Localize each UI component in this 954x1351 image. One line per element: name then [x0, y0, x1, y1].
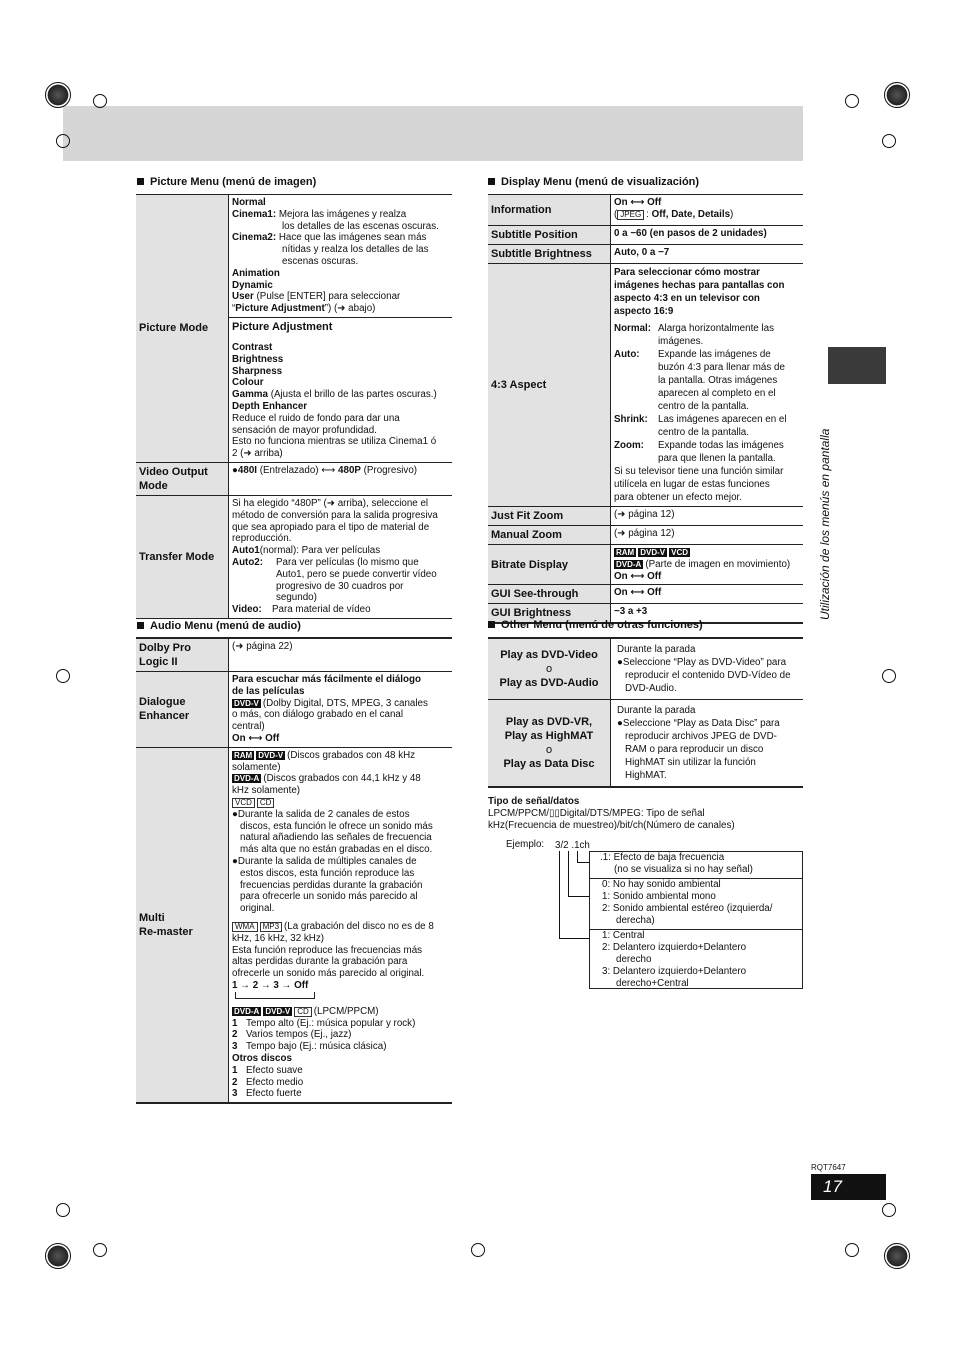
table-row [136, 747, 452, 1103]
crosshair-icon [93, 94, 107, 108]
crosshair-icon [56, 134, 70, 148]
document-code: RQT7647 [811, 1163, 846, 1172]
dolby-value: (➜ página 22) [229, 638, 453, 672]
bullet-square-icon [488, 621, 495, 628]
table-row [488, 638, 803, 700]
jpeg-badge: JPEG [617, 210, 644, 220]
front-legend: 1: Central 2: Delantero izquierdo+Delantero derecho 3: Delantero izquierdo+Delantero derecho+Central [602, 930, 747, 989]
example-code: 3/2 .1ch [555, 840, 590, 851]
crosshair-icon [845, 94, 859, 108]
registration-mark-icon [884, 1243, 910, 1269]
dvd-v-badge: DVD-V [234, 698, 259, 708]
registration-mark-icon [45, 1243, 71, 1269]
crosshair-icon [882, 1203, 896, 1217]
connector-line [568, 851, 569, 897]
picture-menu-heading: Picture Menu (menú de imagen) [137, 177, 316, 189]
example-label: Ejemplo: [506, 839, 545, 850]
play-as-data-disc-value: Durante la parada ●Seleccione “Play as Data Disc” para reproducir archivos JPEG de DVD- RAM o para reproducir un disco HighMAT sin utilizar la función HighMAT. [611, 700, 804, 788]
bitrate-display-label: Bitrate Display [488, 545, 611, 585]
dvd-a-badge: DVD-A [234, 774, 260, 784]
table-row [488, 700, 803, 788]
crosshair-icon [56, 1203, 70, 1217]
play-as-dvd-video-value: Durante la parada ●Seleccione “Play as DVD-Video” para reproducir el contenido DVD-Vídeo de DVD-Audio. [611, 638, 804, 700]
table-row [488, 245, 803, 264]
ram-badge: RAM [234, 750, 253, 760]
table-row [488, 585, 803, 604]
gui-see-through-value: On ⟷ Off [611, 585, 804, 604]
audio-menu-heading: Audio Menu (menú de audio) [137, 621, 301, 633]
display-menu-heading: Display Menu (menú de visualización) [488, 177, 699, 189]
multi-remaster-value: RAM DVD-V (Discos grabados con 48 kHz solamente) DVD-A (Discos grabados con 44,1 kHz y 48 kHz solamente) VCD CD ●Durante la salida de 2 canales de estos discos, esta función le ofrece un sonido más natural añadiendo las señales de frecuencia más alta que no están grabadas en el disco. ●Durante la salida de múltiples canales de estos discos, esta función reproduce las frecuencias perdidas durante la grabación para ofrecerle un sonido más parecido al original. WMA MP3 (La grabación del disco no es de 8 kHz, 16 kHz, 32 kHz) Esta función reproduce las frecuencias más altas perdidas durante la grabación para ofrecerle un sonido más parecido al original. 1 → 2 → 3 → Off DVD-A DVD-V CD (LPCM/PPCM) 1 Tempo alto (Ej.: música popular y rock) 2 Varios tempos (Ej., jazz) 3 Tempo bajo (Ej.: música clásica) Otros discos 1 Efecto suave 2 Efecto medio 3 Efecto fuerte [229, 747, 453, 1103]
side-tab [828, 347, 886, 384]
page-number: 17 [811, 1174, 886, 1200]
table-row [136, 195, 452, 318]
vcd-badge: VCD [232, 798, 255, 808]
picture-mode-label: Picture Mode [136, 195, 229, 463]
signal-info: Tipo de señal/datos LPCM/PPCM/▯▯Digital/DTS/MPEG: Tipo de señal kHz(Frecuencia de muestreo)/bit/ch(Número de canales) [488, 796, 735, 831]
registration-mark-icon [884, 82, 910, 108]
connector-line [568, 896, 590, 897]
surround-legend: 0: No hay sonido ambiental 1: Sonido ambiental mono 2: Sonido ambiental estéreo (izquierda/ derecha) [590, 879, 802, 930]
information-label: Information [488, 195, 611, 226]
manual-zoom-value: (➜ página 12) [611, 526, 804, 545]
cycle-return-arrow-icon [232, 992, 449, 1006]
signal-legend-box [589, 851, 803, 989]
display-menu-table [488, 194, 803, 624]
just-fit-zoom-value: (➜ página 12) [611, 507, 804, 526]
dvd-v-badge: DVD-V [640, 548, 666, 557]
table-row [488, 507, 803, 526]
information-value: On ⟷ Off ( JPEG : Off, Date, Details) [611, 195, 804, 226]
gui-brightness-label: GUI Brightness [488, 604, 611, 624]
table-row [488, 195, 803, 226]
play-as-data-disc-label: Play as DVD-VR, Play as HighMAT o Play as Data Disc [488, 700, 611, 788]
low-frequency-legend: .1: Efecto de baja frecuencia (no se visualiza si no hay señal) [590, 852, 802, 879]
manual-zoom-label: Manual Zoom [488, 526, 611, 545]
bullet-square-icon [137, 178, 144, 185]
bitrate-display-value: RAM DVD-V VCD DVD-A (Parte de imagen en movimiento) On ⟷ Off [611, 545, 804, 585]
crosshair-icon [845, 1243, 859, 1257]
dialogue-value: Para escuchar más fácilmente el diálogo de las películas DVD-V (Dolby Digital, DTS, MPEG, 3 canales o más, con diálogo grabado en el canal central) On ⟷ Off [229, 672, 453, 748]
aspect-value: Para seleccionar cómo mostrar imágenes hechas para pantallas con aspecto 4:3 en un televisor con aspecto 16:9 Normal: Alarga horizontalmente las imágenes. Auto: Expande las imágenes de buzón 4:3 para llenar más de la pantalla. Otras imágenes aparecen al completo en el centro de la pantalla. Shrink: Las imágenes aparecen en el centro de la pantalla. Zoom: Expande todas las imágenes para que llenen la pantalla. Si su televisor tiene una función similar utilícela en lugar de estas funciones para obtener un efecto mejor. [611, 264, 804, 507]
connector-line [559, 851, 560, 939]
audio-menu-table [136, 637, 452, 1104]
crosshair-icon [93, 1243, 107, 1257]
gui-see-through-label: GUI See-through [488, 585, 611, 604]
picture-mode-options: Normal Cinema1: Mejora las imágenes y realza los detalles de las escenas oscuras. Cinema2: Hace que las imágenes sean más nítidas y realza los detalles de las escenas oscuras. Animation Dynamic User (Pulse [ENTER] para seleccionar “Picture Adjustment”) (➜ abajo) [229, 195, 453, 318]
side-title: Utilización de los menús en pantalla [818, 428, 832, 620]
wma-badge: WMA [232, 922, 258, 932]
gui-brightness-value: −3 a +3 [611, 604, 804, 624]
vcd-badge: VCD [671, 548, 688, 557]
ram-badge: RAM [616, 548, 635, 557]
picture-adjustment: Picture Adjustment Contrast Brightness Sharpness Colour Gamma (Ajusta el brillo de las partes oscuras.) Depth Enhancer Reduce el ruido de fondo para dar una sensación de mayor profundidad. Esto no funciona mientras se utiliza Cinema1 ó 2 (➜ arriba) [229, 318, 453, 463]
table-row [488, 264, 803, 507]
connector-line [559, 938, 590, 939]
dvd-v-badge: DVD-V [258, 750, 284, 760]
crosshair-icon [882, 134, 896, 148]
dialogue-label: Dialogue Enhancer [136, 672, 229, 748]
table-row [488, 526, 803, 545]
table-row [136, 495, 452, 618]
other-menu-table [488, 637, 803, 788]
crosshair-icon [471, 1243, 485, 1257]
transfer-mode-value: Si ha elegido “480P” (➜ arriba), seleccione el método de conversión para la salida progresiva que sea apropiado para el tipo de material de reproducción. Auto1(normal): Para ver películas Auto2: Para ver películas (lo mismo que Auto1, pero se puede convertir vídeo progresivo de 30 cuadros por segundo) Video: Para material de vídeo [229, 495, 453, 618]
table-row [136, 638, 452, 672]
play-as-dvd-video-label: Play as DVD-Video o Play as DVD-Audio [488, 638, 611, 700]
cd-badge: CD [294, 1007, 312, 1017]
dvd-a-badge: DVD-A [234, 1006, 260, 1016]
other-menu-heading: Other Menu (menú de otras funciones) [488, 620, 703, 632]
video-output-label: Video Output Mode [136, 462, 229, 495]
transfer-mode-label: Transfer Mode [136, 495, 229, 618]
picture-menu-table [136, 194, 452, 619]
table-row [136, 462, 452, 495]
multi-remaster-label: Multi Re-master [136, 747, 229, 1103]
video-output-value: ●480I (Entrelazado) ⟷ 480P (Progresivo) [229, 462, 453, 495]
crosshair-icon [56, 669, 70, 683]
registration-mark-icon [45, 82, 71, 108]
dvd-v-badge: DVD-V [265, 1006, 291, 1016]
dolby-label: Dolby Pro Logic II [136, 638, 229, 672]
crosshair-icon [882, 669, 896, 683]
dvd-a-badge: DVD-A [616, 559, 642, 569]
subtitle-brightness-value: Auto, 0 a −7 [611, 245, 804, 264]
aspect-label: 4:3 Aspect [488, 264, 611, 507]
mp3-badge: MP3 [260, 922, 282, 932]
cd-badge: CD [257, 798, 275, 808]
bullet-square-icon [488, 178, 495, 185]
table-row [136, 672, 452, 748]
header-bar [63, 106, 803, 161]
subtitle-brightness-label: Subtitle Brightness [488, 245, 611, 264]
table-row [488, 545, 803, 585]
subtitle-position-value: 0 a −60 (en pasos de 2 unidades) [611, 226, 804, 245]
subtitle-position-label: Subtitle Position [488, 226, 611, 245]
table-row [488, 226, 803, 245]
bullet-square-icon [137, 622, 144, 629]
just-fit-zoom-label: Just Fit Zoom [488, 507, 611, 526]
